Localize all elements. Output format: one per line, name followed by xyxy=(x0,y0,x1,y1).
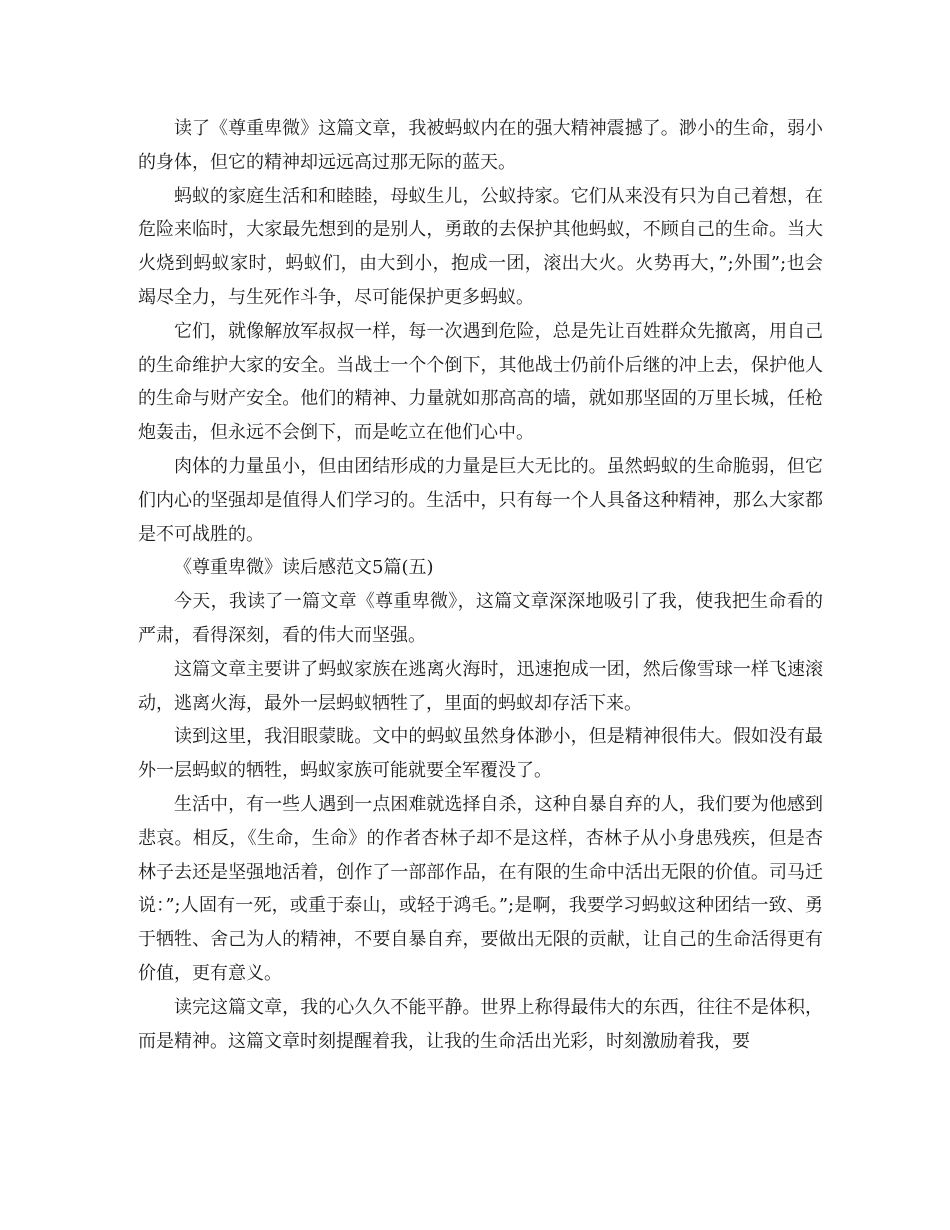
paragraph: 蚂蚁的家庭生活和和睦睦，母蚁生儿，公蚁持家。它们从来没有只为自己着想，在危险来临时，大家最先想到的是别人，勇敢的去保护其他蚂蚁，不顾自己的生命。当大火烧到蚂蚁家时，蚂蚁们，由大到小，抱成一团，滚出大火。火势再大，”;外围”;也会竭尽全力，与生死作斗争，尽可能保护更多蚂蚁。 xyxy=(138,185,823,308)
document-body xyxy=(138,112,823,1058)
paragraph: 生活中，有一些人遇到一点困难就选择自杀，这种自暴自弃的人，我们要为他感到悲哀。相反，《生命，生命》的作者杏林子却不是这样，杏林子从小身患残疾，但是杏林子去还是坚强地活着，创作了一部部作品，在有限的生命中活出无限的价值。司马迁说：”;人固有一死，或重于泰山，或轻于鸿毛。”;是啊，我要学习蚂蚁这种团结一致、勇于牺牲、舍己为人的精神，不要自暴自弃，要做出无限的贡献，让自己的生命活得更有价值，更有意义。 xyxy=(138,793,823,984)
paragraph: 读到这里，我泪眼蒙眬。文中的蚂蚁虽然身体渺小，但是精神很伟大。假如没有最外一层蚂蚁的牺牲，蚂蚁家族可能就要全军覆没了。 xyxy=(138,726,823,782)
paragraph: 这篇文章主要讲了蚂蚁家族在逃离火海时，迅速抱成一团，然后像雪球一样飞速滚动，逃离火海，最外一层蚂蚁牺牲了，里面的蚂蚁却存活下来。 xyxy=(138,658,823,714)
paragraph: 读了《尊重卑微》这篇文章，我被蚂蚁内在的强大精神震撼了。渺小的生命，弱小的身体，但它的精神却远远高过那无际的蓝天。 xyxy=(138,118,823,173)
section-title: 《尊重卑微》读后感范文5篇(五) xyxy=(174,557,434,579)
paragraph: 它们，就像解放军叔叔一样，每一次遇到危险，总是先让百姓群众先撤离，用自己的生命维护大家的安全。当战士一个个倒下，其他战士仍前仆后继的冲上去，保护他人的生命与财产安全。他们的精神、力量就如那高高的墙，就如那坚固的万里长城，任枪炮轰击，但永远不会倒下，而是屹立在他们心中。 xyxy=(138,320,823,444)
paragraph: 肉体的力量虽小，但由团结形成的力量是巨大无比的。虽然蚂蚁的生命脆弱，但它们内心的坚强却是值得人们学习的。生活中，只有每一个人具备这种精神，那么大家都是不可战胜的。 xyxy=(138,455,823,545)
paragraph: 今天，我读了一篇文章《尊重卑微》，这篇文章深深地吸引了我，使我把生命看的严肃，看得深刻，看的伟大而坚强。 xyxy=(138,591,823,646)
paragraph: 读完这篇文章，我的心久久不能平静。世界上称得最伟大的东西，往往不是体积，而是精神。这篇文章时刻提醒着我，让我的生命活出光彩，时刻激励着我，要 xyxy=(138,996,823,1052)
